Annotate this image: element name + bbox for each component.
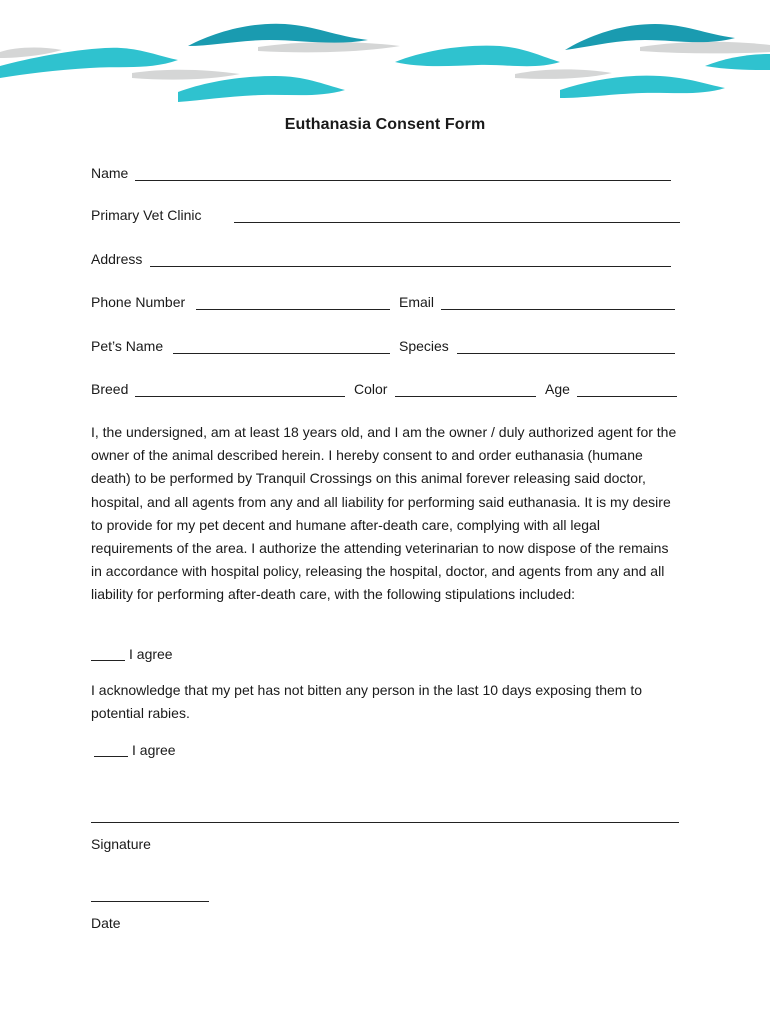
signature-label: Signature [91, 836, 151, 852]
wave-banner [0, 0, 770, 110]
species-field[interactable] [457, 353, 675, 354]
primary-vet-clinic-field[interactable] [234, 222, 680, 223]
date-field[interactable] [91, 901, 209, 902]
wave-gray-4 [515, 69, 612, 79]
phone-number-field[interactable] [196, 309, 390, 310]
agree-blank-2[interactable] [94, 756, 128, 757]
primary-vet-clinic-label: Primary Vet Clinic [91, 207, 202, 223]
wave-teal-light-5 [705, 54, 770, 70]
agree-row-2 [94, 742, 176, 758]
wave-teal-light-3 [395, 46, 560, 67]
clinic-row [91, 207, 681, 227]
wave-teal-light-2 [178, 76, 345, 102]
wave-gray-3 [258, 42, 400, 52]
email-label: Email [399, 294, 435, 310]
name-label: Name [91, 165, 129, 181]
species-label: Species [399, 338, 449, 354]
address-field[interactable] [150, 266, 671, 267]
wave-gray-5 [640, 42, 770, 54]
name-field[interactable] [135, 180, 671, 181]
age-label: Age [545, 381, 570, 397]
consent-paragraph: I, the undersigned, am at least 18 years old, and I am the owner / duly authorized agent for the owner of the animal described herein. I hereby consent to and order euthanasia (humane death) to be performed by Tranquil Crossings on this animal forever releasing said doctor, hospital, and all agents from any and all liability for performing said euthanasia. It is my desire to provide for my pet decent and humane after-death care, complying with all legal requirements of the area. I authorize the attending veterinarian to now dispose of the remains in accordance with hospital policy, releasing the hospital, doctor, and agents from any and all liability for performing after-death care, with the following stipulations included: [91, 424, 677, 603]
color-label: Color [354, 381, 388, 397]
agree-blank-1[interactable] [91, 660, 125, 661]
address-label: Address [91, 251, 143, 267]
breed-field[interactable] [135, 396, 345, 397]
email-field[interactable] [441, 309, 675, 310]
date-label: Date [91, 915, 121, 931]
wave-gray-2 [132, 70, 240, 80]
rabies-paragraph: I acknowledge that my pet has not bitten any person in the last 10 days exposing them to potential rabies. [91, 682, 643, 722]
name-row [91, 165, 681, 185]
form-title: Euthanasia Consent Form [284, 116, 486, 133]
agree-row-1 [91, 646, 173, 662]
address-row [91, 251, 681, 271]
breed-color-age-row [91, 381, 681, 401]
color-field[interactable] [395, 396, 536, 397]
signature-field[interactable] [91, 822, 679, 823]
breed-label: Breed [91, 381, 129, 397]
agree-label-1: I agree [129, 646, 173, 662]
pets-name-field[interactable] [173, 353, 390, 354]
phone-email-row [91, 294, 681, 314]
pets-name-label: Pet’s Name [91, 338, 164, 354]
agree-label-2: I agree [132, 742, 176, 758]
phone-number-label: Phone Number [91, 294, 186, 310]
wave-teal-light-4 [560, 76, 725, 98]
pet-species-row [91, 338, 681, 358]
age-field[interactable] [577, 396, 677, 397]
